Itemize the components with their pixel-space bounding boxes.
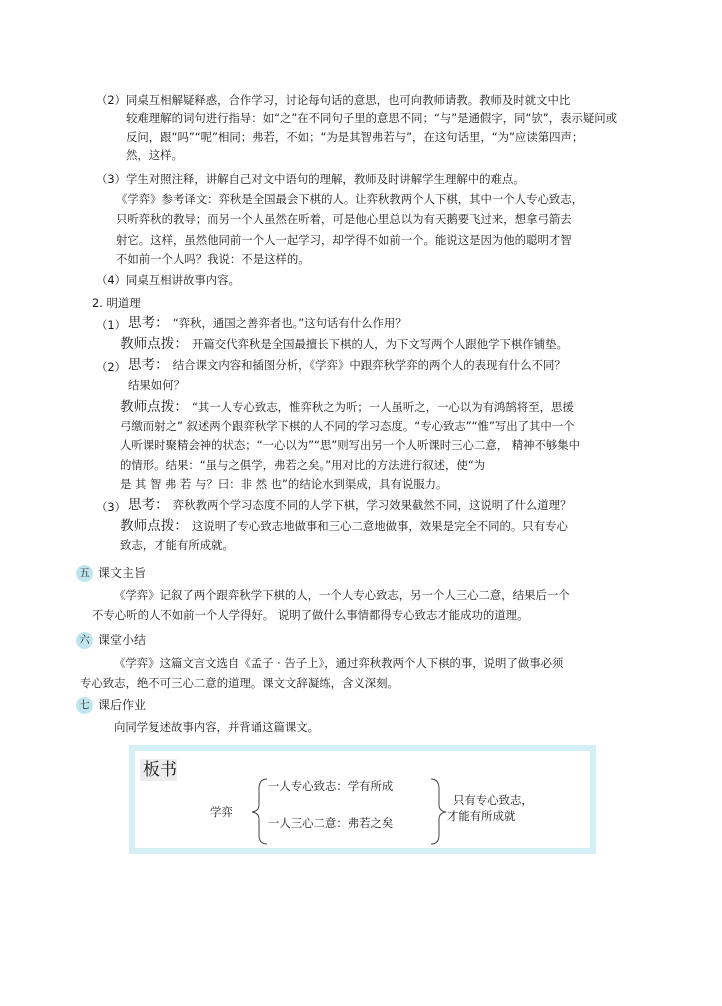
left-brace-icon — [252, 779, 267, 844]
item-4-line-1: 同桌互相讲故事内容。 — [126, 273, 240, 287]
section-5-line-2: 不专心听的人不如前一个人学得好。 说明了做什么事情都得专心致志才能成功的道理。 — [92, 608, 529, 622]
q2-question: 结合课文内容和插图分析，《学弈》中跟弈秋学弈的两个人的表现有什么不同？ — [172, 358, 566, 372]
q1-number: （1） — [96, 318, 127, 332]
translation-line-3: 射它。这样，虽然他同前一个人一起学习，却学得不如前一个。能说这是因为他的聪明才智 — [116, 233, 572, 247]
item-3-number: （3） — [96, 172, 127, 186]
blackboard-center-title: 学弈 — [210, 805, 233, 819]
section-6-line-2: 专心致志，绝不可三心二意的道理。课文文辞凝练，含义深刻。 — [80, 676, 399, 690]
item-2-line-1: 同桌互相解疑释惑，合作学习，讨论每句话的意思，也可向教师请教。教师及时就文中比 — [126, 93, 571, 107]
translation-line-2: 只听弈秋的教导；而另一个人虽然在听着，可是他心里总以为有天鹅要飞过来，想拿弓箭去 — [116, 212, 572, 226]
mingdaoli-heading: 2. 明道理 — [92, 296, 141, 310]
item-2-line-2: 较难理解的词句进行指导：如“之”在不同句子里的意思不同；“与”是通假字，同“欤”，表示疑问或 — [126, 111, 618, 125]
q3-row — [128, 498, 571, 512]
blackboard-tag: 板书 — [140, 759, 177, 781]
q3-question: 弈秋教两个学习态度不同的人学下棋，学习效果截然不同，这说明了什么道理？ — [172, 498, 572, 512]
q1-question: “弈秋，通国之善弈者也。”这句话有什么作用？ — [172, 316, 407, 330]
think-label: 思考： — [128, 497, 169, 513]
item-2-number: （2） — [96, 93, 127, 107]
section-7-title: 课后作业 — [98, 698, 147, 712]
blackboard-lower-branch: 一人三心二意：弗若之矣 — [268, 816, 394, 830]
q3-tip-line-1: 这说明了专心致志地做事和三心二意地做事，效果是完全不同的。只有专心 — [191, 519, 568, 533]
item-2-line-3: 反问，跟“吗”“呢”相同；弗若，不如；“为是其智弗若与”，在这句话里，“为”应读第四声； — [126, 130, 584, 144]
q3-tip-row — [120, 519, 568, 533]
q2-tip-row — [120, 400, 574, 414]
tip-label: 教师点拨： — [120, 518, 188, 534]
translation-line-1: 《学弈》参考译文：弈秋是全国最会下棋的人。让弈秋教两个人下棋，其中一个人专心致志， — [116, 192, 584, 206]
blackboard-conclusion-line-2: 才能有所成就 — [447, 809, 516, 823]
section-6-title: 课堂小结 — [98, 633, 147, 647]
q2-question-line-2: 结果如何？ — [128, 378, 185, 392]
q2-row — [128, 358, 566, 372]
q2-tip-line-3: 人听课时聚精会神的状态；“一心以为”“思”则写出另一个人听课时三心二意， 精神不够集中 — [120, 438, 581, 452]
section-6-line-1: 《学弈》这篇文言文选自《孟子 · 告子上》，通过弈秋教两个人下棋的事，说明了做事必须 — [114, 656, 564, 670]
item-2-line-4: 然，这样。 — [126, 148, 183, 162]
section-7-icon: 七 — [76, 697, 93, 714]
think-label: 思考： — [128, 315, 169, 331]
q1-tip-text: 开篇交代弈秋是全国最擅长下棋的人，为下文写两个人跟他学下棋作铺垫。 — [191, 337, 568, 351]
think-label: 思考： — [128, 357, 169, 373]
section-5-icon: 五 — [76, 565, 93, 582]
blackboard-panel — [135, 751, 590, 848]
q3-tip-line-2: 致志，才能有所成就。 — [120, 538, 234, 552]
section-5-line-1: 《学弈》记叙了两个跟弈秋学下棋的人，一个人专心致志，另一个人三心二意，结果后一个 — [114, 588, 570, 602]
item-4-number: （4） — [96, 273, 127, 287]
item-3-line-1: 学生对照注释，讲解自己对文中语句的理解，教师及时讲解学生理解中的难点。 — [126, 172, 525, 186]
q2-number: （2） — [96, 360, 127, 374]
translation-line-4: 不如前一个人吗？我说：不是这样的。 — [116, 252, 310, 266]
q2-tip-line-2: 弓缴而射之” 叙述两个跟弈秋学下棋的人不同的学习态度。“专心致志”“惟”写出了其中一个 — [120, 419, 575, 433]
q2-tip-line-5: 是 其 智 弗 若 与？曰：非 然 也”的结论水到渠成，具有说服力。 — [120, 477, 448, 491]
q2-tip-line-4: 的情形。结果：“虽与之俱学，弗若之矣。”用对比的方法进行叙述，使“为 — [120, 458, 486, 472]
section-5-title: 课文主旨 — [98, 566, 147, 580]
blackboard-upper-branch: 一人专心致志：学有所成 — [268, 779, 394, 793]
tip-label: 教师点拨： — [120, 336, 188, 352]
tip-label: 教师点拨： — [120, 399, 188, 415]
q3-number: （3） — [96, 500, 127, 514]
q1-tip-row — [120, 337, 568, 351]
right-brace-icon — [431, 779, 446, 844]
blackboard-summary — [129, 745, 596, 854]
section-7-line-1: 向同学复述故事内容，并背诵这篇课文。 — [114, 720, 320, 734]
blackboard-conclusion-line-1: 只有专心致志， — [453, 793, 533, 807]
q2-tip-line-1: “其一人专心致志，惟弈秋之为听；一人虽听之，一心以为有鸿鹄将至，思援 — [191, 400, 574, 414]
q1-row — [128, 316, 407, 330]
section-6-icon: 六 — [76, 632, 93, 649]
